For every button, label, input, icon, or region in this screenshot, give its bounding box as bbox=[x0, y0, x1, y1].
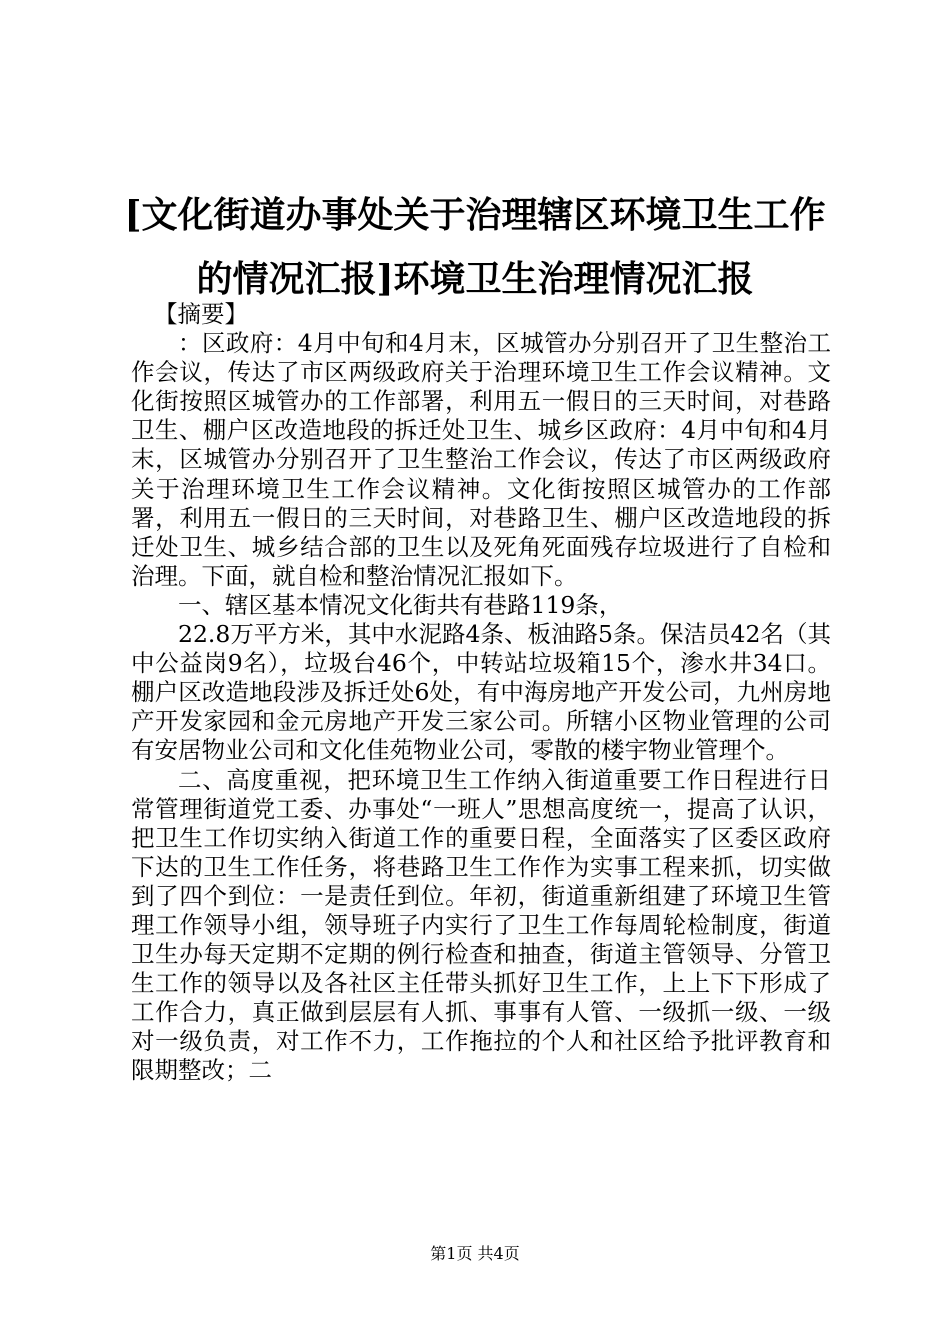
abstract-label: 【摘要】 bbox=[154, 300, 248, 328]
title-line-1: [文化街道办事处关于治理辖区环境卫生工作 bbox=[124, 194, 826, 236]
document-title bbox=[100, 183, 850, 311]
paragraph-section-2: 二、高度重视，把环境卫生工作纳入街道重要工作日程进行日常管理街道党工委、办事处“一班人”思想高度统一，提高了认识，把卫生工作切实纳入街道工作的重要日程，全面落实了区委区政府下达的卫生工作任务，将巷路卫生工作作为实事工程来抓，切实做到了四个到位：一是责任到位。年初，街道重新组建了环境卫生管理工作领导小组，领导班子内实行了卫生工作每周轮检制度，街道卫生办每天定期不定期的例行检查和抽查，街道主管领导、分管卫生工作的领导以及各社区主任带头抓好卫生工作，上上下下形成了工作合力，真正做到层层有人抓、事事有人管、一级抓一级、一级对一级负责，对工作不力，工作拖拉的个人和社区给予批评教育和限期整改；二 bbox=[131, 765, 831, 1085]
page-footer: 第1页 共4页 bbox=[430, 1244, 520, 1263]
paragraph-section-1-heading: 一、辖区基本情况文化街共有巷路119条， bbox=[178, 590, 623, 619]
paragraph-intro: ：区政府：4月中旬和4月末，区城管办分别召开了卫生整治工作会议，传达了市区两级政府关于治理环境卫生工作会议精神。文化街按照区城管办的工作部署，利用五一假日的三天时间，对巷路卫生、棚户区改造地段的拆迁处卫生、城乡区政府：4月中旬和4月末，区城管办分别召开了卫生整治工作会议，传达了市区两级政府关于治理环境卫生工作会议精神。文化街按照区城管办的工作部署，利用五一假日的三天时间，对巷路卫生、棚户区改造地段的拆迁处卫生、城乡结合部的卫生以及死角死面残存垃圾进行了自检和治理。下面，就自检和整治情况汇报如下。 bbox=[131, 329, 831, 590]
paragraph-section-1-body: 22.8万平方米，其中水泥路4条、板油路5条。保洁员42名（其中公益岗9名），垃圾台46个，中转站垃圾箱15个，渗水井34口。棚户区改造地段涉及拆迁处6处，有中海房地产开发公司，九州房地产开发家园和金元房地产开发三家公司。所辖小区物业管理的公司有安居物业公司和文化佳苑物业公司，零散的楼宇物业管理个。 bbox=[131, 620, 831, 765]
title-line-2: 的情况汇报]环境卫生治理情况汇报 bbox=[196, 258, 754, 300]
document-body bbox=[131, 300, 831, 1086]
